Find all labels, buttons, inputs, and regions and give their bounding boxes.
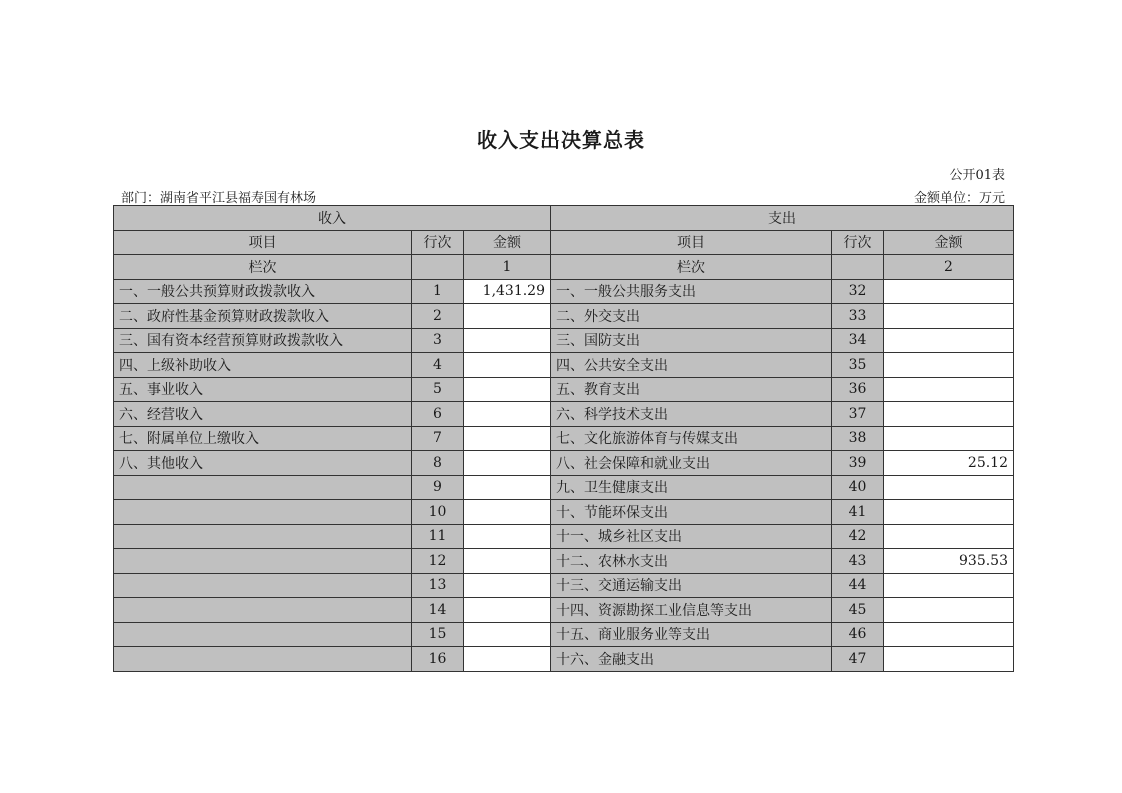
expense-item-cell: 十、节能环保支出 (551, 500, 832, 525)
table-row (114, 328, 1014, 353)
expense-row-number: 41 (832, 500, 884, 525)
income-item-cell (114, 622, 412, 647)
income-amount-cell[interactable] (464, 328, 551, 353)
income-item-cell: 八、其他收入 (114, 451, 412, 476)
income-seq-blank (412, 255, 464, 280)
table-row (114, 402, 1014, 427)
income-row-number: 9 (412, 475, 464, 500)
expense-amount-cell[interactable] (884, 647, 1014, 672)
expense-amount-cell[interactable] (884, 622, 1014, 647)
income-row-number: 4 (412, 353, 464, 378)
table-row (114, 475, 1014, 500)
income-amount-cell[interactable] (464, 451, 551, 476)
income-item-cell: 五、事业收入 (114, 377, 412, 402)
table-row (114, 647, 1014, 672)
income-item-cell (114, 475, 412, 500)
income-item-cell: 三、国有资本经营预算财政拨款收入 (114, 328, 412, 353)
expense-item-cell: 十五、商业服务业等支出 (551, 622, 832, 647)
income-row-number: 5 (412, 377, 464, 402)
expense-item-cell: 三、国防支出 (551, 328, 832, 353)
income-row-number: 6 (412, 402, 464, 427)
income-row-number: 7 (412, 426, 464, 451)
expense-amount-cell[interactable] (884, 475, 1014, 500)
expense-amount-cell[interactable] (884, 524, 1014, 549)
expense-item-cell: 十一、城乡社区支出 (551, 524, 832, 549)
income-item-cell (114, 573, 412, 598)
expense-item-cell: 六、科学技术支出 (551, 402, 832, 427)
income-amount-cell[interactable] (464, 353, 551, 378)
income-item-cell: 六、经营收入 (114, 402, 412, 427)
expense-item-cell: 一、一般公共服务支出 (551, 279, 832, 304)
income-item-cell: 四、上级补助收入 (114, 353, 412, 378)
expense-amount-cell[interactable] (884, 500, 1014, 525)
income-amount-cell[interactable] (464, 622, 551, 647)
income-item-cell (114, 549, 412, 574)
income-amount-cell[interactable] (464, 573, 551, 598)
expense-row-number: 44 (832, 573, 884, 598)
income-amount-cell[interactable] (464, 402, 551, 427)
table-row (114, 573, 1014, 598)
expense-amount-cell[interactable] (884, 328, 1014, 353)
department-label: 部门：湖南省平江县福寿国有林场 (121, 191, 317, 206)
expense-seq-blank (832, 255, 884, 280)
income-amount-header: 金额 (464, 230, 551, 255)
income-amount-cell[interactable] (464, 598, 551, 623)
income-item-cell (114, 647, 412, 672)
table-row (114, 279, 1014, 304)
income-row-number: 13 (412, 573, 464, 598)
income-amount-cell[interactable] (464, 475, 551, 500)
expense-row-header: 行次 (832, 230, 884, 255)
expense-amount-cell[interactable]: 25.12 (884, 451, 1014, 476)
expense-row-number: 47 (832, 647, 884, 672)
expense-amount-cell[interactable] (884, 598, 1014, 623)
income-item-cell (114, 524, 412, 549)
expense-item-cell: 四、公共安全支出 (551, 353, 832, 378)
expense-item-cell: 二、外交支出 (551, 304, 832, 329)
income-section-header: 收入 (114, 206, 551, 231)
expense-item-cell: 八、社会保障和就业支出 (551, 451, 832, 476)
income-item-cell: 一、一般公共预算财政拨款收入 (114, 279, 412, 304)
income-amount-cell[interactable] (464, 426, 551, 451)
expense-item-cell: 九、卫生健康支出 (551, 475, 832, 500)
expense-row-number: 32 (832, 279, 884, 304)
expense-row-number: 33 (832, 304, 884, 329)
income-row-number: 3 (412, 328, 464, 353)
income-row-number: 11 (412, 524, 464, 549)
expense-seq-number: 2 (884, 255, 1014, 280)
table-row (114, 451, 1014, 476)
income-row-number: 8 (412, 451, 464, 476)
expense-item-cell: 十三、交通运输支出 (551, 573, 832, 598)
expense-item-cell: 十六、金融支出 (551, 647, 832, 672)
income-row-number: 1 (412, 279, 464, 304)
income-row-number: 2 (412, 304, 464, 329)
income-row-number: 10 (412, 500, 464, 525)
table-row (114, 353, 1014, 378)
expense-amount-cell[interactable] (884, 573, 1014, 598)
income-amount-cell[interactable] (464, 647, 551, 672)
expense-row-number: 34 (832, 328, 884, 353)
expense-amount-cell[interactable] (884, 402, 1014, 427)
income-row-number: 16 (412, 647, 464, 672)
expense-amount-cell[interactable]: 935.53 (884, 549, 1014, 574)
income-item-cell: 七、附属单位上缴收入 (114, 426, 412, 451)
income-row-number: 15 (412, 622, 464, 647)
table-row (114, 304, 1014, 329)
expense-item-header: 项目 (551, 230, 832, 255)
income-item-header: 项目 (114, 230, 412, 255)
page-title: 收入支出决算总表 (477, 128, 645, 152)
expense-row-number: 46 (832, 622, 884, 647)
income-item-cell: 二、政府性基金预算财政拨款收入 (114, 304, 412, 329)
expense-row-number: 36 (832, 377, 884, 402)
expense-amount-header: 金额 (884, 230, 1014, 255)
table-row (114, 377, 1014, 402)
expense-row-number: 42 (832, 524, 884, 549)
unit-label: 金额单位：万元 (913, 191, 1005, 206)
expense-item-cell: 十二、农林水支出 (551, 549, 832, 574)
column-header-row (114, 230, 1014, 255)
expense-section-header: 支出 (551, 206, 1014, 231)
form-code: 公开01表 (949, 168, 1005, 183)
expense-row-number: 43 (832, 549, 884, 574)
table-row (114, 598, 1014, 623)
expense-row-number: 39 (832, 451, 884, 476)
income-item-cell (114, 598, 412, 623)
income-expense-table (113, 205, 1014, 672)
expense-amount-cell[interactable] (884, 377, 1014, 402)
section-header-row (114, 206, 1014, 231)
expense-row-number: 38 (832, 426, 884, 451)
income-row-number: 14 (412, 598, 464, 623)
table-row (114, 524, 1014, 549)
expense-amount-cell[interactable] (884, 304, 1014, 329)
table-row (114, 549, 1014, 574)
income-row-number: 12 (412, 549, 464, 574)
table-row (114, 500, 1014, 525)
expense-amount-cell[interactable] (884, 426, 1014, 451)
income-amount-cell[interactable] (464, 304, 551, 329)
income-amount-cell[interactable] (464, 549, 551, 574)
income-seq-number: 1 (464, 255, 551, 280)
expense-row-number: 35 (832, 353, 884, 378)
expense-amount-cell[interactable] (884, 279, 1014, 304)
table-row (114, 426, 1014, 451)
expense-amount-cell[interactable] (884, 353, 1014, 378)
income-row-header: 行次 (412, 230, 464, 255)
expense-row-number: 45 (832, 598, 884, 623)
column-seq-row (114, 255, 1014, 280)
expense-row-number: 37 (832, 402, 884, 427)
income-seq-label: 栏次 (114, 255, 412, 280)
income-item-cell (114, 500, 412, 525)
income-amount-cell[interactable] (464, 524, 551, 549)
income-amount-cell[interactable]: 1,431.29 (464, 279, 551, 304)
expense-row-number: 40 (832, 475, 884, 500)
income-amount-cell[interactable] (464, 500, 551, 525)
table-row (114, 622, 1014, 647)
expense-item-cell: 十四、资源勘探工业信息等支出 (551, 598, 832, 623)
income-amount-cell[interactable] (464, 377, 551, 402)
expense-item-cell: 五、教育支出 (551, 377, 832, 402)
expense-seq-label: 栏次 (551, 255, 832, 280)
expense-item-cell: 七、文化旅游体育与传媒支出 (551, 426, 832, 451)
